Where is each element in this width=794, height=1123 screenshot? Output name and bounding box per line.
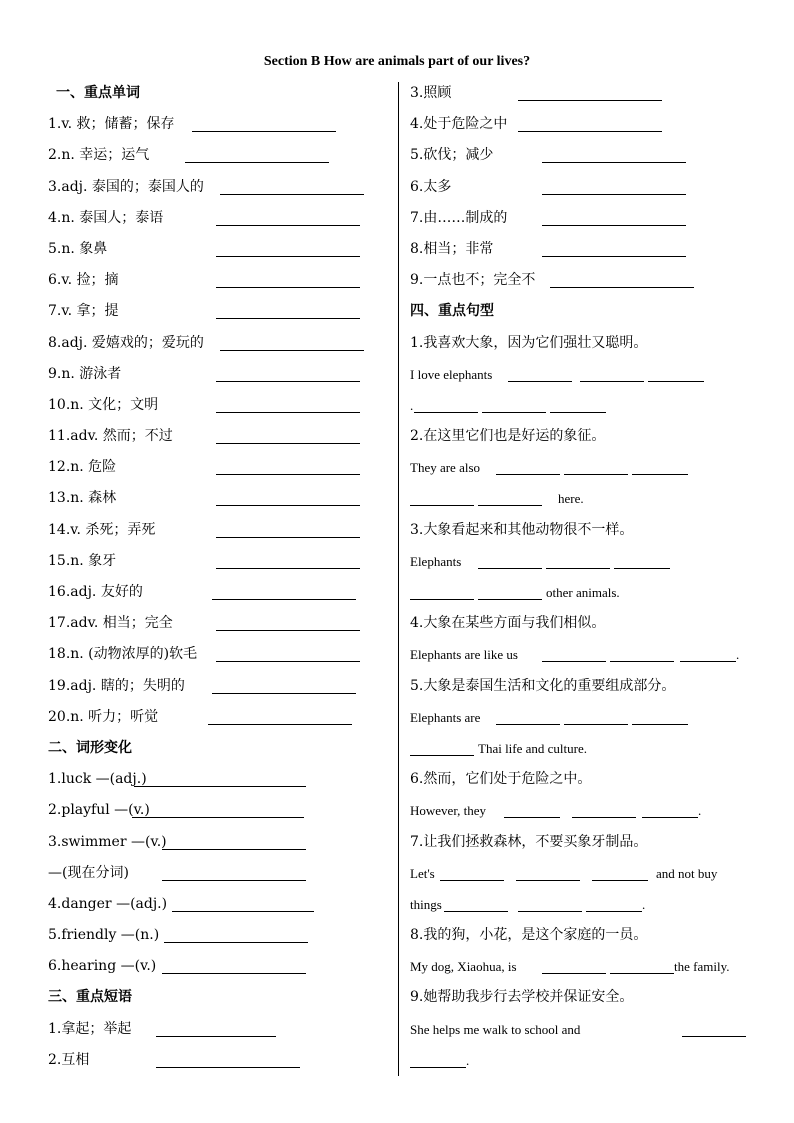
answer-blank[interactable] (410, 599, 474, 600)
vocab-item-label: 18.n. (动物浓厚的)软毛 (48, 646, 198, 663)
word-form-item (48, 764, 396, 795)
phrase-item (48, 1045, 396, 1076)
answer-blank[interactable] (410, 1067, 466, 1068)
vocab-item (48, 671, 396, 702)
vocab-item-label: 6.v. 捡；摘 (48, 272, 119, 289)
answer-blank[interactable] (504, 817, 560, 818)
answer-blank[interactable] (212, 693, 356, 694)
answer-blank[interactable] (496, 724, 560, 725)
answer-blank[interactable] (572, 817, 636, 818)
phrase-item-label: 7.由……制成的 (410, 209, 508, 226)
answer-blank[interactable] (212, 599, 356, 600)
phrase-item (410, 78, 750, 109)
answer-blank[interactable] (482, 412, 546, 413)
vocab-item-label: 15.n. 象牙 (48, 552, 117, 569)
sentence-7-english-cont: things . (410, 896, 646, 912)
answer-blank[interactable] (542, 162, 686, 163)
word-form-item (48, 889, 396, 920)
vocab-item (48, 452, 396, 483)
vocab-item-label: 10.n. 文化；文明 (48, 396, 159, 413)
answer-blank[interactable] (550, 412, 606, 413)
answer-blank[interactable] (216, 505, 360, 506)
sentence-9-chinese: 9.她帮助我步行去学校并保证安全。 (410, 989, 634, 1006)
vocab-item-label: 16.adj. 友好的 (48, 584, 143, 600)
phrase-item (410, 140, 750, 171)
phrase-item-label: 4.处于危险之中 (410, 116, 508, 133)
word-form-item-label: 4.danger —(adj.) (48, 895, 168, 912)
answer-blank[interactable] (192, 131, 336, 132)
answer-blank[interactable] (410, 755, 474, 756)
sentence-1-english: I love elephants (410, 359, 750, 390)
phrase-item (410, 203, 750, 234)
vocab-item-label: 8.adj. 爱嬉戏的；爱玩的 (48, 334, 204, 351)
answer-blank[interactable] (550, 287, 694, 288)
answer-blank[interactable] (216, 568, 360, 569)
sentence-5-chinese: 5.大象是泰国生活和文化的重要组成部分。 (410, 677, 676, 694)
answer-blank[interactable] (682, 1036, 746, 1037)
sentence-8-chinese: 8.我的狗，小花，是这个家庭的一员。 (410, 927, 648, 944)
word-form-item (48, 951, 396, 982)
answer-blank[interactable] (216, 412, 360, 413)
phrase-item-label: 8.相当；非常 (410, 240, 494, 257)
left-column (48, 78, 396, 1076)
answer-blank[interactable] (440, 880, 504, 881)
sentence-2-chinese: 2.在这里它们也是好运的象征。 (410, 428, 606, 445)
answer-blank[interactable] (642, 817, 698, 818)
phrase-item (48, 1014, 396, 1045)
sentence-4-chinese: 4.大象在某些方面与我们相似。 (410, 615, 606, 632)
answer-blank[interactable] (216, 287, 360, 288)
vocab-item-label: 3.adj. 泰国的；泰国人的 (48, 178, 204, 195)
vocab-item (48, 234, 396, 265)
answer-blank[interactable] (220, 350, 364, 351)
answer-blank[interactable] (162, 849, 306, 850)
vocab-item (48, 421, 396, 452)
answer-blank[interactable] (410, 505, 474, 506)
answer-blank[interactable] (162, 973, 306, 974)
answer-blank[interactable] (518, 131, 662, 132)
vocab-item-label: 13.n. 森林 (48, 490, 117, 507)
phrase-item-label: 6.太多 (410, 178, 452, 195)
vocab-item (48, 702, 396, 733)
sentence-1-chinese: 1.我喜欢大象，因为它们强壮又聪明。 (410, 334, 648, 351)
answer-blank[interactable] (220, 194, 364, 195)
answer-blank[interactable] (216, 537, 360, 538)
phrase-item (410, 265, 750, 296)
sentence-5-english-cont: Thai life and culture. (410, 733, 750, 764)
vocab-item (48, 639, 396, 670)
phrase-item-label: 3.照顾 (410, 85, 452, 101)
right-column (410, 78, 750, 1076)
sentence-8-english: My dog, Xiaohua, is the family. (410, 959, 730, 975)
answer-blank[interactable] (216, 256, 360, 257)
answer-blank[interactable] (216, 443, 360, 444)
sentence-4-english: Elephants are like us . (410, 647, 740, 663)
answer-blank[interactable] (542, 256, 686, 257)
vocab-item-label: 1.v. 救；储蓄；保存 (48, 116, 175, 133)
answer-blank[interactable] (162, 880, 306, 881)
phrase-item-label: 2.互相 (48, 1051, 90, 1068)
vocab-item (48, 483, 396, 514)
phrases-list-continued (410, 78, 750, 296)
phrase-item (410, 234, 750, 265)
vocab-item-label: 9.n. 游泳者 (48, 365, 122, 382)
vocab-item-label: 14.v. 杀死；弄死 (48, 521, 156, 538)
word-form-item (48, 827, 396, 858)
vocab-list (48, 109, 396, 733)
answer-blank[interactable] (632, 724, 688, 725)
answer-blank[interactable] (216, 630, 360, 631)
answer-blank[interactable] (542, 973, 606, 974)
sentence-1-english-cont: . (410, 390, 750, 421)
vocab-item-label: 11.adv. 然而；不过 (48, 428, 173, 445)
vocab-item (48, 328, 396, 359)
word-form-item-label: 1.luck —(adj.) (48, 771, 147, 788)
vocab-item-label: 17.adv. 相当；完全 (48, 615, 173, 632)
sentence-7-english: Let's and not buy (410, 865, 718, 881)
phrase-item-label: 9.一点也不；完全不 (410, 272, 536, 289)
vocab-item-label: 7.v. 拿；提 (48, 303, 119, 320)
word-form-item (48, 858, 396, 889)
vocab-item (48, 546, 396, 577)
answer-blank[interactable] (156, 1067, 300, 1068)
answer-blank[interactable] (216, 318, 360, 319)
sentence-3-chinese: 3.大象看起来和其他动物很不一样。 (410, 521, 634, 538)
answer-blank[interactable] (164, 942, 308, 943)
word-form-item (48, 920, 396, 951)
answer-blank[interactable] (610, 661, 674, 662)
answer-blank[interactable] (216, 381, 360, 382)
vocab-item (48, 203, 396, 234)
sentence-7-chinese: 7.让我们拯救森林，不要买象牙制品。 (410, 833, 648, 850)
word-form-item-label: 5.friendly —(n.) (48, 927, 160, 944)
answer-blank[interactable] (564, 724, 628, 725)
answer-blank[interactable] (580, 381, 644, 382)
answer-blank[interactable] (542, 225, 686, 226)
vocab-item (48, 515, 396, 546)
phrase-item (410, 109, 750, 140)
section-heading-phrases: 三、重点短语 (48, 989, 132, 1006)
vocab-item (48, 577, 396, 608)
word-form-item-label: —(现在分词) (48, 864, 129, 881)
sentence-5-english: Elephants are (410, 702, 750, 733)
forms-list (48, 764, 396, 982)
sentence-3-english-cont: other animals. (410, 577, 750, 608)
answer-blank[interactable] (680, 661, 736, 662)
answer-blank[interactable] (134, 786, 306, 787)
vocab-item (48, 109, 396, 140)
answer-blank[interactable] (156, 1036, 276, 1037)
word-form-item-label: 3.swimmer —(v.) (48, 833, 167, 850)
answer-blank[interactable] (586, 911, 642, 912)
answer-blank[interactable] (614, 568, 670, 569)
phrase-item (410, 172, 750, 203)
sentence-3-english: Elephants (410, 546, 750, 577)
answer-blank[interactable] (542, 661, 606, 662)
answer-blank[interactable] (648, 381, 704, 382)
column-divider (398, 82, 399, 1076)
phrase-item-label: 1.拿起；举起 (48, 1020, 132, 1037)
answer-blank[interactable] (208, 724, 352, 725)
answer-blank[interactable] (185, 162, 329, 163)
vocab-item-label: 5.n. 象鼻 (48, 240, 108, 257)
answer-blank[interactable] (216, 225, 360, 226)
vocab-item (48, 296, 396, 327)
answer-blank[interactable] (632, 474, 688, 475)
answer-blank[interactable] (542, 194, 686, 195)
answer-blank[interactable] (172, 911, 314, 912)
answer-blank[interactable] (592, 880, 648, 881)
sentence-6-chinese: 6.然而，它们处于危险之中。 (410, 771, 592, 788)
section-heading-forms: 二、词形变化 (48, 739, 132, 756)
answer-blank[interactable] (610, 973, 674, 974)
answer-blank[interactable] (414, 412, 478, 413)
phrases-list (48, 1014, 396, 1076)
word-form-item-label: 6.hearing —(v.) (48, 958, 157, 975)
answer-blank[interactable] (518, 911, 582, 912)
sentence-2-english-cont: here. (410, 483, 750, 514)
answer-blank[interactable] (516, 880, 580, 881)
vocab-item-label: 20.n. 听力；听觉 (48, 708, 159, 725)
answer-blank[interactable] (518, 100, 662, 101)
answer-blank[interactable] (564, 474, 628, 475)
answer-blank[interactable] (508, 381, 572, 382)
answer-blank[interactable] (132, 817, 304, 818)
answer-blank[interactable] (496, 474, 560, 475)
sentence-6-english: However, they . (410, 803, 702, 819)
answer-blank[interactable] (546, 568, 610, 569)
vocab-item-label: 12.n. 危险 (48, 459, 117, 476)
vocab-item (48, 608, 396, 639)
phrase-item-label: 5.砍伐；减少 (410, 147, 494, 164)
vocab-item-label: 4.n. 泰国人；泰语 (48, 209, 164, 226)
vocab-item-label: 19.adj. 瞎的；失明的 (48, 677, 185, 694)
answer-blank[interactable] (216, 661, 360, 662)
vocab-item-label: 2.n. 幸运；运气 (48, 147, 150, 164)
page-title: Section B How are animals part of our lives? (263, 54, 531, 69)
vocab-item (48, 359, 396, 390)
answer-blank[interactable] (216, 474, 360, 475)
section-heading-sentences: 四、重点句型 (410, 303, 494, 320)
vocab-item (48, 390, 396, 421)
answer-blank[interactable] (444, 911, 508, 912)
sentence-2-english: They are also (410, 452, 750, 483)
answer-blank[interactable] (478, 505, 542, 506)
vocab-item (48, 140, 396, 171)
sentence-9-english: She helps me walk to school and (410, 1014, 750, 1045)
section-heading-vocab: 一、重点单词 (56, 85, 140, 101)
vocab-item (48, 265, 396, 296)
answer-blank[interactable] (478, 599, 542, 600)
word-form-item-label: 2.playful —(v.) (48, 802, 150, 819)
sentence-9-english-cont: . (410, 1045, 750, 1076)
answer-blank[interactable] (478, 568, 542, 569)
word-form-item (48, 795, 396, 826)
vocab-item (48, 172, 396, 203)
